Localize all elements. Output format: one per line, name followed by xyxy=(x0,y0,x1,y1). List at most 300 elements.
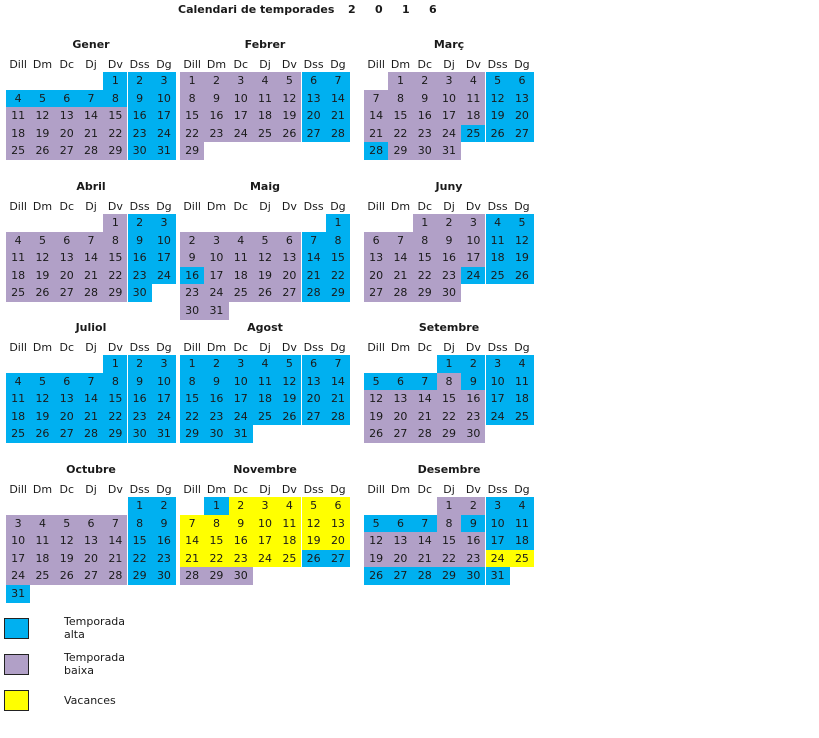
day-cell: 12 xyxy=(277,373,301,391)
day-cell: 7 xyxy=(326,355,350,373)
day-cell: 2 xyxy=(204,355,228,373)
day-cell: 30 xyxy=(437,284,461,302)
day-cell: 14 xyxy=(413,532,437,550)
day-cell: 30 xyxy=(152,567,176,585)
day-cell: 23 xyxy=(152,550,176,568)
day-cell: 13 xyxy=(55,249,79,267)
day-cell: 20 xyxy=(55,267,79,285)
day-cell: 5 xyxy=(364,373,388,391)
day-cell: 13 xyxy=(302,373,326,391)
weekday-label: Dj xyxy=(443,200,455,213)
weekday-label: Dm xyxy=(32,483,53,496)
weekday-label: Dm xyxy=(206,341,227,354)
day-cell: 19 xyxy=(30,125,54,143)
day-cell: 3 xyxy=(486,355,510,373)
weekday-label: Dc xyxy=(417,58,432,71)
day-cell: 11 xyxy=(486,232,510,250)
day-cell: 29 xyxy=(413,284,437,302)
day-cell: 18 xyxy=(510,532,534,550)
weekday-label: Dm xyxy=(32,200,53,213)
day-cell: 3 xyxy=(152,72,176,90)
weekday-label: Dc xyxy=(233,58,248,71)
day-cell: 23 xyxy=(128,125,152,143)
weekday-label: Dill xyxy=(9,341,27,354)
day-cell: 23 xyxy=(461,408,485,426)
day-cell: 17 xyxy=(253,532,277,550)
day-cell: 8 xyxy=(180,90,204,108)
day-cell: 2 xyxy=(461,497,485,515)
day-cell: 25 xyxy=(486,267,510,285)
weekday-label: Dc xyxy=(59,58,74,71)
day-cell: 18 xyxy=(30,550,54,568)
day-cell: 3 xyxy=(486,497,510,515)
weekday-label: Dg xyxy=(156,483,172,496)
weekday-label: Dg xyxy=(514,58,530,71)
day-cell: 7 xyxy=(413,515,437,533)
day-cell: 13 xyxy=(302,90,326,108)
weekday-label: Dss xyxy=(129,483,150,496)
day-cell: 30 xyxy=(128,142,152,160)
day-cell: 18 xyxy=(253,107,277,125)
day-cell: 28 xyxy=(326,125,350,143)
day-cell: 4 xyxy=(486,214,510,232)
day-cell: 21 xyxy=(326,390,350,408)
day-cell: 29 xyxy=(388,142,412,160)
day-cell: 12 xyxy=(55,532,79,550)
day-cell: 7 xyxy=(79,90,103,108)
day-cell: 5 xyxy=(30,373,54,391)
weekday-label: Dc xyxy=(233,483,248,496)
day-cell: 7 xyxy=(79,232,103,250)
day-cell: 17 xyxy=(152,390,176,408)
day-cell: 4 xyxy=(510,497,534,515)
day-cell: 4 xyxy=(30,515,54,533)
year-digit: 6 xyxy=(429,3,437,16)
year-digit: 0 xyxy=(375,3,383,16)
day-cell: 12 xyxy=(364,390,388,408)
day-cell: 12 xyxy=(302,515,326,533)
day-cell: 17 xyxy=(204,267,228,285)
day-cell: 13 xyxy=(510,90,534,108)
day-cell: 27 xyxy=(55,425,79,443)
day-cell: 9 xyxy=(461,373,485,391)
day-cell: 8 xyxy=(326,232,350,250)
day-cell: 14 xyxy=(364,107,388,125)
day-cell: 1 xyxy=(128,497,152,515)
day-cell: 14 xyxy=(326,373,350,391)
day-cell: 26 xyxy=(253,284,277,302)
day-cell: 27 xyxy=(388,425,412,443)
day-cell: 5 xyxy=(253,232,277,250)
day-cell: 28 xyxy=(79,142,103,160)
day-cell: 12 xyxy=(30,390,54,408)
weekday-label: Dill xyxy=(183,200,201,213)
day-cell: 18 xyxy=(6,408,30,426)
year-display xyxy=(348,3,456,16)
day-cell: 28 xyxy=(326,408,350,426)
day-cell: 18 xyxy=(486,249,510,267)
day-cell: 28 xyxy=(103,567,127,585)
day-cell: 1 xyxy=(388,72,412,90)
day-cell: 5 xyxy=(486,72,510,90)
day-cell: 12 xyxy=(364,532,388,550)
day-cell: 7 xyxy=(79,373,103,391)
day-cell: 8 xyxy=(204,515,228,533)
weekday-label: Dm xyxy=(390,200,411,213)
day-cell: 30 xyxy=(413,142,437,160)
day-cell: 16 xyxy=(229,532,253,550)
day-cell: 21 xyxy=(413,408,437,426)
day-cell: 17 xyxy=(437,107,461,125)
day-cell: 14 xyxy=(326,90,350,108)
day-cell: 18 xyxy=(6,267,30,285)
legend-swatch-vacation xyxy=(4,690,29,711)
day-cell: 6 xyxy=(326,497,350,515)
weekday-label: Dj xyxy=(443,483,455,496)
weekday-label: Dj xyxy=(259,200,271,213)
day-cell: 28 xyxy=(302,284,326,302)
day-cell: 22 xyxy=(204,550,228,568)
day-cell: 7 xyxy=(103,515,127,533)
day-cell: 22 xyxy=(103,267,127,285)
weekday-label: Dill xyxy=(9,483,27,496)
day-cell: 1 xyxy=(103,72,127,90)
day-cell: 26 xyxy=(55,567,79,585)
day-cell: 15 xyxy=(103,249,127,267)
day-cell: 6 xyxy=(79,515,103,533)
day-cell: 24 xyxy=(229,125,253,143)
day-cell: 12 xyxy=(510,232,534,250)
day-cell: 1 xyxy=(204,497,228,515)
day-cell: 15 xyxy=(437,390,461,408)
day-cell: 1 xyxy=(413,214,437,232)
day-cell: 21 xyxy=(326,107,350,125)
day-cell: 10 xyxy=(486,515,510,533)
day-cell: 31 xyxy=(6,585,30,603)
weekday-label: Dj xyxy=(259,341,271,354)
day-cell: 5 xyxy=(30,232,54,250)
day-cell: 21 xyxy=(364,125,388,143)
day-cell: 9 xyxy=(461,515,485,533)
day-cell: 21 xyxy=(388,267,412,285)
day-cell: 23 xyxy=(180,284,204,302)
day-cell: 27 xyxy=(55,284,79,302)
day-cell: 5 xyxy=(302,497,326,515)
day-cell: 4 xyxy=(253,72,277,90)
day-cell: 26 xyxy=(510,267,534,285)
weekday-label: Dg xyxy=(514,483,530,496)
day-cell: 8 xyxy=(413,232,437,250)
weekday-label: Dm xyxy=(206,200,227,213)
day-cell: 24 xyxy=(486,408,510,426)
day-cell: 22 xyxy=(180,408,204,426)
day-cell: 24 xyxy=(437,125,461,143)
day-cell: 23 xyxy=(229,550,253,568)
day-cell: 1 xyxy=(180,72,204,90)
weekday-label: Dm xyxy=(390,58,411,71)
day-cell: 22 xyxy=(103,408,127,426)
day-cell: 27 xyxy=(55,142,79,160)
day-cell: 4 xyxy=(6,373,30,391)
day-cell: 29 xyxy=(103,284,127,302)
month-name: Desembre xyxy=(417,463,481,476)
day-cell: 7 xyxy=(413,373,437,391)
weekday-label: Dj xyxy=(85,200,97,213)
day-cell: 25 xyxy=(6,284,30,302)
day-cell: 11 xyxy=(6,390,30,408)
month-name: Juliol xyxy=(75,321,107,334)
day-cell: 1 xyxy=(437,355,461,373)
day-cell: 13 xyxy=(55,107,79,125)
day-cell: 3 xyxy=(204,232,228,250)
day-cell: 9 xyxy=(229,515,253,533)
day-cell: 28 xyxy=(79,284,103,302)
day-cell: 20 xyxy=(388,550,412,568)
day-cell: 28 xyxy=(388,284,412,302)
day-cell: 31 xyxy=(486,567,510,585)
day-cell: 31 xyxy=(152,425,176,443)
day-cell: 4 xyxy=(229,232,253,250)
day-cell: 19 xyxy=(364,550,388,568)
day-cell: 28 xyxy=(180,567,204,585)
day-cell: 18 xyxy=(461,107,485,125)
day-cell: 4 xyxy=(6,232,30,250)
weekday-label: Dss xyxy=(129,200,150,213)
day-cell: 2 xyxy=(437,214,461,232)
day-cell: 26 xyxy=(30,142,54,160)
day-cell: 18 xyxy=(510,390,534,408)
day-cell: 20 xyxy=(277,267,301,285)
weekday-label: Dm xyxy=(206,58,227,71)
day-cell: 27 xyxy=(364,284,388,302)
day-cell: 11 xyxy=(6,249,30,267)
day-cell: 15 xyxy=(128,532,152,550)
weekday-label: Dv xyxy=(465,341,481,354)
day-cell: 10 xyxy=(152,90,176,108)
day-cell: 15 xyxy=(388,107,412,125)
day-cell: 25 xyxy=(30,567,54,585)
day-cell: 13 xyxy=(388,532,412,550)
day-cell: 9 xyxy=(128,90,152,108)
day-cell: 20 xyxy=(388,408,412,426)
day-cell: 11 xyxy=(510,515,534,533)
day-cell: 19 xyxy=(364,408,388,426)
day-cell: 27 xyxy=(326,550,350,568)
weekday-label: Dill xyxy=(367,483,385,496)
day-cell: 12 xyxy=(486,90,510,108)
day-cell: 10 xyxy=(229,90,253,108)
day-cell: 17 xyxy=(486,532,510,550)
day-cell: 27 xyxy=(302,408,326,426)
day-cell: 30 xyxy=(180,302,204,320)
weekday-label: Dv xyxy=(107,483,123,496)
day-cell: 1 xyxy=(437,497,461,515)
day-cell: 30 xyxy=(128,284,152,302)
weekday-label: Dm xyxy=(32,58,53,71)
legend-item-high xyxy=(4,615,126,641)
day-cell: 22 xyxy=(128,550,152,568)
day-cell: 29 xyxy=(103,425,127,443)
legend-swatch-high xyxy=(4,618,29,639)
day-cell: 1 xyxy=(326,214,350,232)
day-cell: 5 xyxy=(277,355,301,373)
day-cell: 23 xyxy=(128,408,152,426)
weekday-label: Dss xyxy=(303,200,324,213)
weekday-label: Dill xyxy=(367,200,385,213)
day-cell: 1 xyxy=(180,355,204,373)
day-cell: 28 xyxy=(413,567,437,585)
weekday-label: Dill xyxy=(183,483,201,496)
day-cell: 6 xyxy=(388,515,412,533)
day-cell: 14 xyxy=(180,532,204,550)
day-cell: 15 xyxy=(413,249,437,267)
day-cell: 27 xyxy=(277,284,301,302)
day-cell: 14 xyxy=(79,107,103,125)
day-cell: 25 xyxy=(277,550,301,568)
day-cell: 15 xyxy=(103,107,127,125)
day-cell: 15 xyxy=(180,107,204,125)
day-cell: 2 xyxy=(128,214,152,232)
weekday-label: Dm xyxy=(390,341,411,354)
day-cell: 13 xyxy=(55,390,79,408)
day-cell: 3 xyxy=(152,355,176,373)
day-cell: 2 xyxy=(413,72,437,90)
day-cell: 27 xyxy=(302,125,326,143)
day-cell: 16 xyxy=(152,532,176,550)
weekday-label: Dc xyxy=(233,341,248,354)
day-cell: 6 xyxy=(302,355,326,373)
day-cell: 11 xyxy=(229,249,253,267)
day-cell: 25 xyxy=(510,550,534,568)
day-cell: 31 xyxy=(229,425,253,443)
weekday-label: Dill xyxy=(183,58,201,71)
day-cell: 3 xyxy=(6,515,30,533)
weekday-label: Dc xyxy=(59,341,74,354)
day-cell: 16 xyxy=(128,249,152,267)
day-cell: 11 xyxy=(277,515,301,533)
day-cell: 21 xyxy=(103,550,127,568)
day-cell: 8 xyxy=(103,232,127,250)
day-cell: 4 xyxy=(6,90,30,108)
legend-label: Temporada baixa xyxy=(64,651,126,677)
weekday-label: Dss xyxy=(487,483,508,496)
weekday-label: Dm xyxy=(206,483,227,496)
day-cell: 29 xyxy=(437,567,461,585)
day-cell: 5 xyxy=(30,90,54,108)
day-cell: 26 xyxy=(364,425,388,443)
day-cell: 8 xyxy=(437,373,461,391)
day-cell: 2 xyxy=(461,355,485,373)
day-cell: 17 xyxy=(229,107,253,125)
day-cell: 25 xyxy=(6,142,30,160)
weekday-label: Dv xyxy=(281,483,297,496)
day-cell: 20 xyxy=(302,107,326,125)
day-cell: 4 xyxy=(461,72,485,90)
weekday-label: Dg xyxy=(514,200,530,213)
day-cell: 29 xyxy=(128,567,152,585)
weekday-label: Dj xyxy=(259,483,271,496)
weekday-label: Dc xyxy=(59,200,74,213)
day-cell: 26 xyxy=(302,550,326,568)
day-cell: 9 xyxy=(413,90,437,108)
day-cell: 11 xyxy=(461,90,485,108)
weekday-label: Dg xyxy=(514,341,530,354)
weekday-label: Dill xyxy=(9,58,27,71)
weekday-label: Dv xyxy=(465,58,481,71)
day-cell: 6 xyxy=(55,373,79,391)
day-cell: 3 xyxy=(152,214,176,232)
day-cell: 30 xyxy=(461,425,485,443)
day-cell: 8 xyxy=(103,90,127,108)
month-name: Gener xyxy=(72,38,110,51)
weekday-label: Dv xyxy=(107,58,123,71)
day-cell: 20 xyxy=(326,532,350,550)
day-cell: 21 xyxy=(79,408,103,426)
day-cell: 23 xyxy=(128,267,152,285)
legend-label: Temporada alta xyxy=(64,615,126,641)
day-cell: 20 xyxy=(364,267,388,285)
month-name: Març xyxy=(433,38,465,51)
day-cell: 29 xyxy=(180,142,204,160)
weekday-label: Dv xyxy=(281,58,297,71)
weekday-label: Dss xyxy=(487,58,508,71)
weekday-label: Dg xyxy=(156,58,172,71)
month-name: Novembre xyxy=(233,463,297,476)
day-cell: 18 xyxy=(229,267,253,285)
day-cell: 6 xyxy=(510,72,534,90)
day-cell: 9 xyxy=(152,515,176,533)
day-cell: 13 xyxy=(326,515,350,533)
day-cell: 25 xyxy=(229,284,253,302)
weekday-label: Dg xyxy=(330,58,346,71)
legend-swatch-low xyxy=(4,654,29,675)
day-cell: 16 xyxy=(128,390,152,408)
weekday-label: Dss xyxy=(129,341,150,354)
day-cell: 9 xyxy=(204,90,228,108)
day-cell: 22 xyxy=(326,267,350,285)
day-cell: 12 xyxy=(30,107,54,125)
day-cell: 28 xyxy=(79,425,103,443)
day-cell: 26 xyxy=(30,425,54,443)
day-cell: 2 xyxy=(152,497,176,515)
month-name: Octubre xyxy=(66,463,116,476)
weekday-label: Dill xyxy=(367,58,385,71)
month-name: Maig xyxy=(249,180,280,193)
day-cell: 10 xyxy=(437,90,461,108)
day-cell: 6 xyxy=(364,232,388,250)
day-cell: 19 xyxy=(277,107,301,125)
weekday-label: Dill xyxy=(367,341,385,354)
day-cell: 2 xyxy=(128,72,152,90)
day-cell: 11 xyxy=(510,373,534,391)
day-cell: 12 xyxy=(30,249,54,267)
day-cell: 27 xyxy=(79,567,103,585)
day-cell: 19 xyxy=(30,267,54,285)
day-cell: 11 xyxy=(253,90,277,108)
day-cell: 31 xyxy=(204,302,228,320)
day-cell: 19 xyxy=(253,267,277,285)
day-cell: 14 xyxy=(413,390,437,408)
day-cell: 19 xyxy=(510,249,534,267)
day-cell: 16 xyxy=(204,390,228,408)
day-cell: 21 xyxy=(180,550,204,568)
day-cell: 29 xyxy=(437,425,461,443)
day-cell: 6 xyxy=(388,373,412,391)
day-cell: 7 xyxy=(364,90,388,108)
day-cell: 22 xyxy=(388,125,412,143)
day-cell: 13 xyxy=(364,249,388,267)
day-cell: 24 xyxy=(152,408,176,426)
